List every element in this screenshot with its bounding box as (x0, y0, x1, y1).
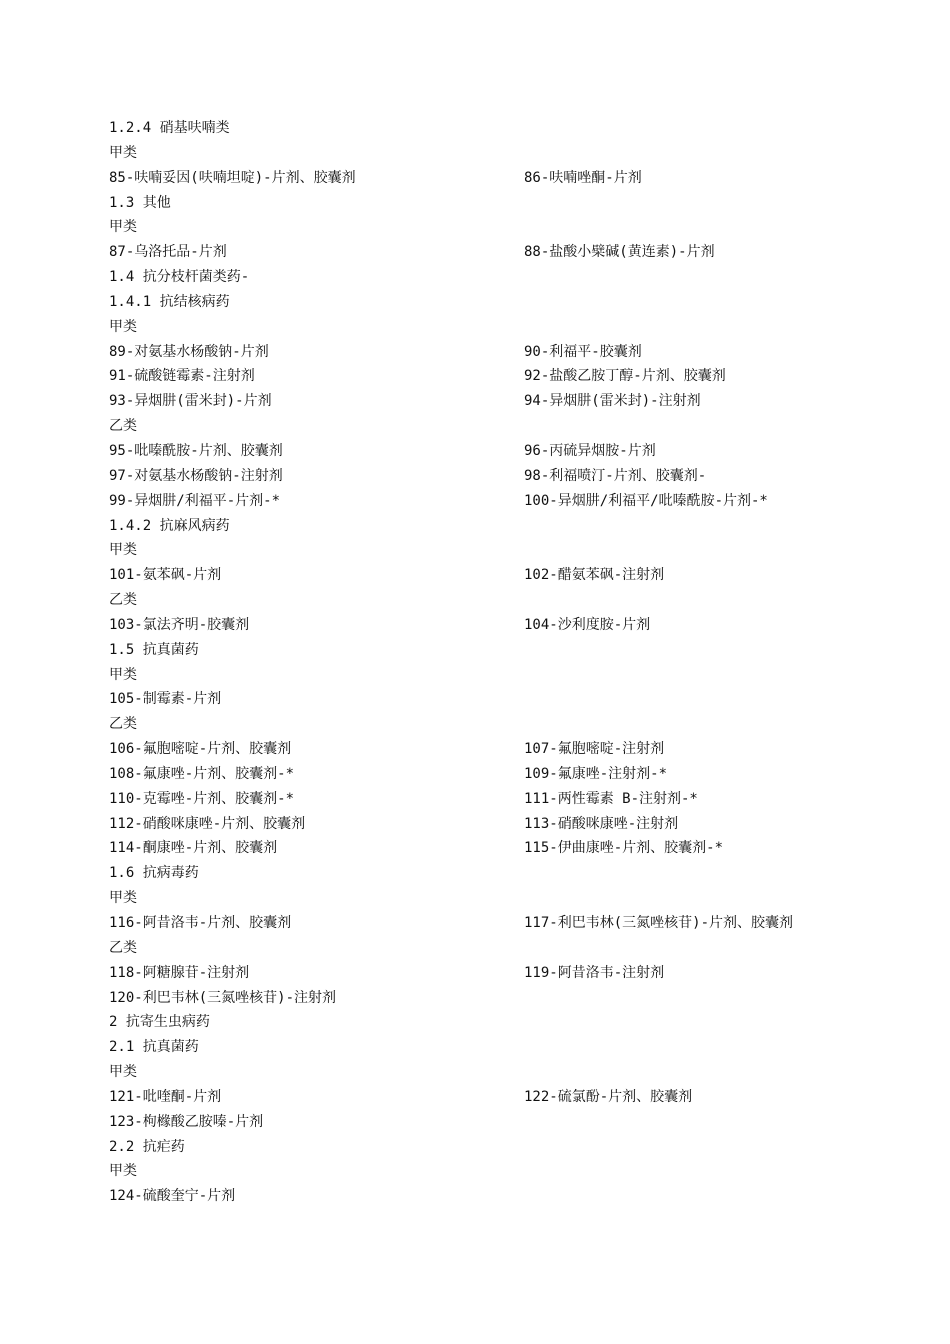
drug-entry-right: 98-利福喷汀-片剂、胶囊剂- (524, 467, 707, 484)
drug-row (109, 166, 909, 191)
drug-entry-left: 87-乌洛托品-片剂 (109, 244, 227, 261)
drug-row (109, 340, 909, 365)
drug-list (109, 116, 909, 1209)
category-label (109, 1159, 909, 1184)
drug-row (109, 389, 909, 414)
section-heading (109, 290, 909, 315)
category-label-text: 甲类 (109, 318, 137, 335)
section-heading (109, 116, 909, 141)
drug-row (109, 240, 909, 265)
drug-row (109, 439, 909, 464)
drug-row (109, 961, 909, 986)
drug-entry-left: 114-酮康唑-片剂、胶囊剂 (109, 840, 278, 857)
drug-entry-left: 123-枸橼酸乙胺嗪-片剂 (109, 1113, 264, 1130)
drug-entry-left: 121-吡喹酮-片剂 (109, 1088, 222, 1105)
category-label-text: 甲类 (109, 890, 137, 907)
section-heading (109, 265, 909, 290)
section-heading (109, 861, 909, 886)
category-label (109, 414, 909, 439)
category-label (109, 315, 909, 340)
section-heading (109, 638, 909, 663)
drug-entry-right: 94-异烟肼(雷米封)-注射剂 (524, 393, 701, 410)
drug-row (109, 687, 909, 712)
drug-row (109, 563, 909, 588)
drug-entry-right: 104-沙利度胺-片剂 (524, 616, 651, 633)
drug-entry-right: 115-伊曲康唑-片剂、胶囊剂-* (524, 840, 724, 857)
category-label (109, 712, 909, 737)
section-heading (109, 514, 909, 539)
drug-row (109, 489, 909, 514)
drug-entry-right: 92-盐酸乙胺丁醇-片剂、胶囊剂 (524, 368, 726, 385)
section-heading (109, 191, 909, 216)
drug-entry-left: 97-对氨基水杨酸钠-注射剂 (109, 467, 283, 484)
drug-row (109, 836, 909, 861)
drug-entry-right: 117-利巴韦林(三氮唑核苷)-片剂、胶囊剂 (524, 915, 794, 931)
category-label-text: 甲类 (109, 219, 137, 236)
section-heading-text: 1.4.2 抗麻风病药 (109, 517, 230, 534)
drug-entry-left: 108-氟康唑-片剂、胶囊剂-* (109, 765, 295, 782)
drug-row (109, 911, 909, 936)
category-label (109, 886, 909, 911)
category-label (109, 141, 909, 166)
section-heading-text: 1.6 抗病毒药 (109, 865, 199, 882)
drug-row (109, 1110, 909, 1135)
drug-entry-left: 99-异烟肼/利福平-片剂-* (109, 492, 281, 509)
section-heading (109, 1010, 909, 1035)
section-heading-text: 1.3 其他 (109, 194, 171, 211)
drug-entry-left: 95-吡嗪酰胺-片剂、胶囊剂 (109, 442, 283, 459)
category-label (109, 588, 909, 613)
section-heading (109, 1035, 909, 1060)
drug-entry-right: 119-阿昔洛韦-注射剂 (524, 964, 665, 981)
category-label (109, 215, 909, 240)
section-heading-text: 1.4.1 抗结核病药 (109, 293, 230, 310)
drug-row (109, 1085, 909, 1110)
drug-entry-left: 116-阿昔洛韦-片剂、胶囊剂 (109, 915, 292, 931)
drug-entry-right: 102-醋氨苯砜-注射剂 (524, 567, 665, 584)
drug-row (109, 762, 909, 787)
drug-entry-right: 122-硫氯酚-片剂、胶囊剂 (524, 1088, 693, 1105)
category-label-text: 甲类 (109, 542, 137, 559)
drug-entry-left: 110-克霉唑-片剂、胶囊剂-* (109, 790, 295, 807)
drug-entry-right: 113-硝酸咪康唑-注射剂 (524, 815, 679, 832)
drug-entry-left: 91-硫酸链霉素-注射剂 (109, 368, 255, 385)
drug-entry-right: 96-丙硫异烟胺-片剂 (524, 442, 656, 459)
category-label-text: 乙类 (109, 418, 137, 435)
document-body (109, 116, 909, 1209)
drug-entry-right: 111-两性霉素 B-注射剂-* (524, 790, 698, 807)
category-label-text: 甲类 (109, 1163, 137, 1180)
drug-row (109, 364, 909, 389)
section-heading-text: 1.4 抗分枝杆菌类药- (109, 269, 250, 286)
drug-entry-left: 106-氟胞嘧啶-片剂、胶囊剂 (109, 741, 292, 758)
drug-entry-right: 86-呋喃唑酮-片剂 (524, 169, 642, 186)
drug-row (109, 464, 909, 489)
drug-row (109, 1184, 909, 1209)
section-heading-text: 2 抗寄生虫病药 (109, 1014, 210, 1031)
drug-entry-left: 124-硫酸奎宁-片剂 (109, 1188, 236, 1205)
category-label (109, 1060, 909, 1085)
drug-entry-right: 109-氟康唑-注射剂-* (524, 765, 668, 782)
drug-entry-right: 90-利福平-胶囊剂 (524, 343, 642, 360)
section-heading-text: 1.5 抗真菌药 (109, 641, 199, 658)
drug-entry-left: 89-对氨基水杨酸钠-片剂 (109, 343, 269, 360)
category-label (109, 538, 909, 563)
category-label-text: 乙类 (109, 592, 137, 609)
drug-entry-right: 107-氟胞嘧啶-注射剂 (524, 741, 665, 758)
section-heading (109, 1135, 909, 1160)
category-label-text: 甲类 (109, 1064, 137, 1081)
drug-entry-left: 120-利巴韦林(三氮唑核苷)-注射剂 (109, 989, 337, 1006)
drug-entry-right: 88-盐酸小檗碱(黄连素)-片剂 (524, 244, 715, 261)
category-label-text: 乙类 (109, 716, 137, 733)
drug-row (109, 737, 909, 762)
drug-entry-left: 101-氨苯砜-片剂 (109, 567, 222, 584)
category-label (109, 663, 909, 688)
drug-entry-left: 93-异烟肼(雷米封)-片剂 (109, 393, 272, 410)
section-heading-text: 2.1 抗真菌药 (109, 1039, 199, 1056)
category-label-text: 甲类 (109, 666, 137, 683)
section-heading-text: 1.2.4 硝基呋喃类 (109, 120, 230, 136)
drug-entry-left: 105-制霉素-片剂 (109, 691, 222, 708)
category-label (109, 936, 909, 961)
section-heading-text: 2.2 抗疟药 (109, 1138, 185, 1155)
drug-row (109, 986, 909, 1011)
drug-entry-left: 118-阿糖腺苷-注射剂 (109, 964, 250, 981)
drug-entry-right: 100-异烟肼/利福平/吡嗪酰胺-片剂-* (524, 492, 768, 509)
drug-row (109, 812, 909, 837)
category-label-text: 乙类 (109, 939, 137, 956)
category-label-text: 甲类 (109, 144, 137, 161)
drug-entry-left: 112-硝酸咪康唑-片剂、胶囊剂 (109, 815, 306, 832)
drug-row (109, 613, 909, 638)
drug-entry-left: 85-呋喃妥因(呋喃坦啶)-片剂、胶囊剂 (109, 169, 356, 186)
drug-row (109, 787, 909, 812)
drug-entry-left: 103-氯法齐明-胶囊剂 (109, 616, 250, 633)
